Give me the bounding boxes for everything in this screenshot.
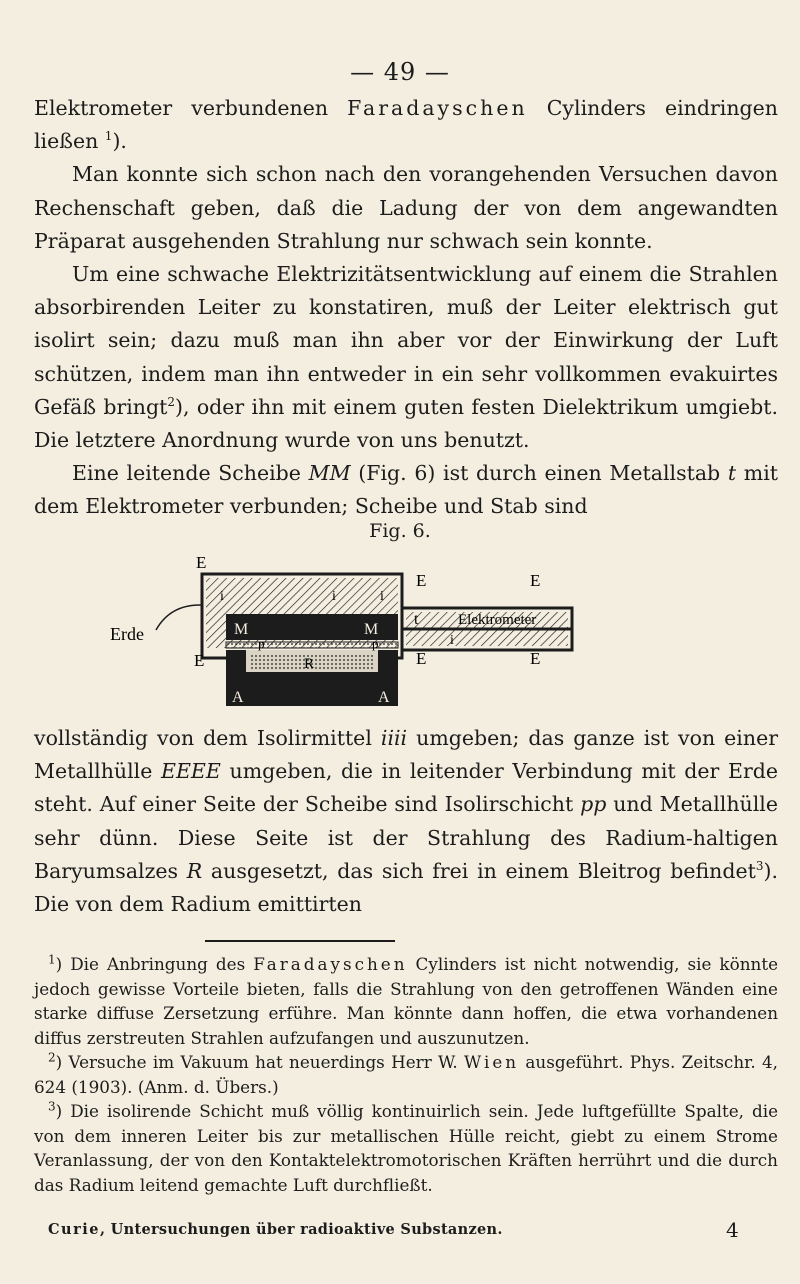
label-i-2: i bbox=[332, 589, 336, 604]
label-e-bottom-mid: E bbox=[416, 649, 427, 668]
footnotes bbox=[34, 952, 778, 1197]
label-p-1: p bbox=[258, 636, 265, 651]
footnote-1: $^1$) Die Anbringung des Faradayschen Cylinders ist nicht notwendig, sie könnte jedoch gewisse Vorteile bieten, falls die Strahlung von den getroffenen Wänden eine starke diffuse Zersetzung erführe. Man könnte dann hoffen, die etwa vorhandenen diffus zerstreuten Strahlen aufzufangen und auszunutzen. bbox=[34, 952, 778, 1048]
main-text-upper bbox=[34, 92, 778, 524]
label-a-1: A bbox=[232, 689, 244, 706]
label-e-bottom-right: E bbox=[530, 649, 541, 668]
label-e-bottom-left: E bbox=[194, 651, 205, 670]
main-text-lower bbox=[34, 722, 778, 921]
label-r: R bbox=[304, 656, 315, 672]
page-number: — 49 — bbox=[350, 58, 450, 86]
label-erde: Erde bbox=[110, 624, 144, 644]
figure-6-diagram bbox=[110, 550, 630, 710]
label-m-2: M bbox=[364, 621, 379, 638]
label-e-top-left: E bbox=[196, 553, 207, 572]
label-p-2: p bbox=[372, 636, 379, 651]
label-t: t bbox=[414, 611, 419, 628]
earth-wire bbox=[156, 605, 202, 630]
label-a-2: A bbox=[378, 689, 390, 706]
label-e-top-right: E bbox=[530, 571, 541, 590]
page-footer bbox=[48, 1221, 648, 1238]
footnote-ref-1: 1 bbox=[104, 129, 113, 144]
footer-title: , Untersuchungen über radioaktive Substanzen. bbox=[99, 1221, 503, 1238]
footnote-divider bbox=[205, 940, 395, 942]
footnote-3: $^3$) Die isolirende Schicht muß völlig kontinuirlich sein. Jede luftgefüllte Spalte, die von dem inneren Leiter bis zur metallischen Hülle reicht, giebt zu einem Strome Veranlassung, der von den Kontaktelektromotorischen Kräften herrührt und die durch das Radium leitend gemachte Luft durchfließt. bbox=[34, 1099, 778, 1195]
footnote-2: $^2$) Versuche im Vakuum hat neuerdings Herr W. Wien ausgeführt. Phys. Zeitschr. 4, 624 (1903). (Anm. d. Übers.) bbox=[34, 1050, 778, 1097]
label-i-3: i bbox=[380, 589, 384, 604]
paragraph-4: Eine leitende Scheibe MM (Fig. 6) ist durch einen Metallstab t mit dem Elektrometer verbunden; Scheibe und Stab sind bbox=[34, 461, 778, 519]
signature-mark: 4 bbox=[726, 1218, 739, 1242]
paragraph-1: Elektrometer verbundenen Faradayschen Cylinders eindringen ließen $^1$). bbox=[34, 96, 778, 154]
paragraph-3: Um eine schwache Elektrizitätsentwicklung auf einem die Strahlen absorbirenden Leiter zu konstatiren, muß der Leiter elektrisch gut isolirt sein; dazu muß man ihn aber vor der Einwirkung der Luft schützen, indem man ihn entweder in ein sehr vollkommen evakuirtes Gefäß bringt$^2$), oder ihn mit einem guten festen Dielektrikum umgiebt. Die letztere Anordnung wurde von uns benutzt. bbox=[34, 262, 778, 453]
label-i-4: i bbox=[450, 633, 454, 648]
footnote-ref-2: 2 bbox=[167, 395, 176, 409]
figure-caption: Fig. 6. bbox=[369, 520, 431, 542]
footnote-ref-3: 3 bbox=[755, 858, 764, 873]
paragraph-2: Man konnte sich schon nach den vorangehenden Versuchen davon Rechenschaft geben, daß die Ladung der von dem angewandten Präparat ausgehenden Strahlung nur schwach sein konnte. bbox=[34, 162, 778, 253]
label-m-1: M bbox=[234, 621, 249, 638]
label-elektrometer: Elektrometer bbox=[458, 612, 537, 628]
figure-6-svg bbox=[110, 550, 630, 710]
paragraph-5: vollständig von dem Isolirmittel iiii umgeben; das ganze ist von einer Metallhülle EEEE umgeben, die in leitender Verbindung mit der Erde steht. Auf einer Seite der Scheibe sind Isolirschicht pp und Metallhülle sehr dünn. Diese Seite ist der Strahlung des Radium-haltigen Baryumsalzes R ausgesetzt, das sich frei in einem Bleitrog befindet$^3$). Die von dem Radium emittirten bbox=[34, 726, 778, 917]
footer-author: Curie bbox=[48, 1221, 100, 1238]
label-i-1: i bbox=[220, 589, 224, 604]
label-e-top-mid: E bbox=[416, 571, 427, 590]
